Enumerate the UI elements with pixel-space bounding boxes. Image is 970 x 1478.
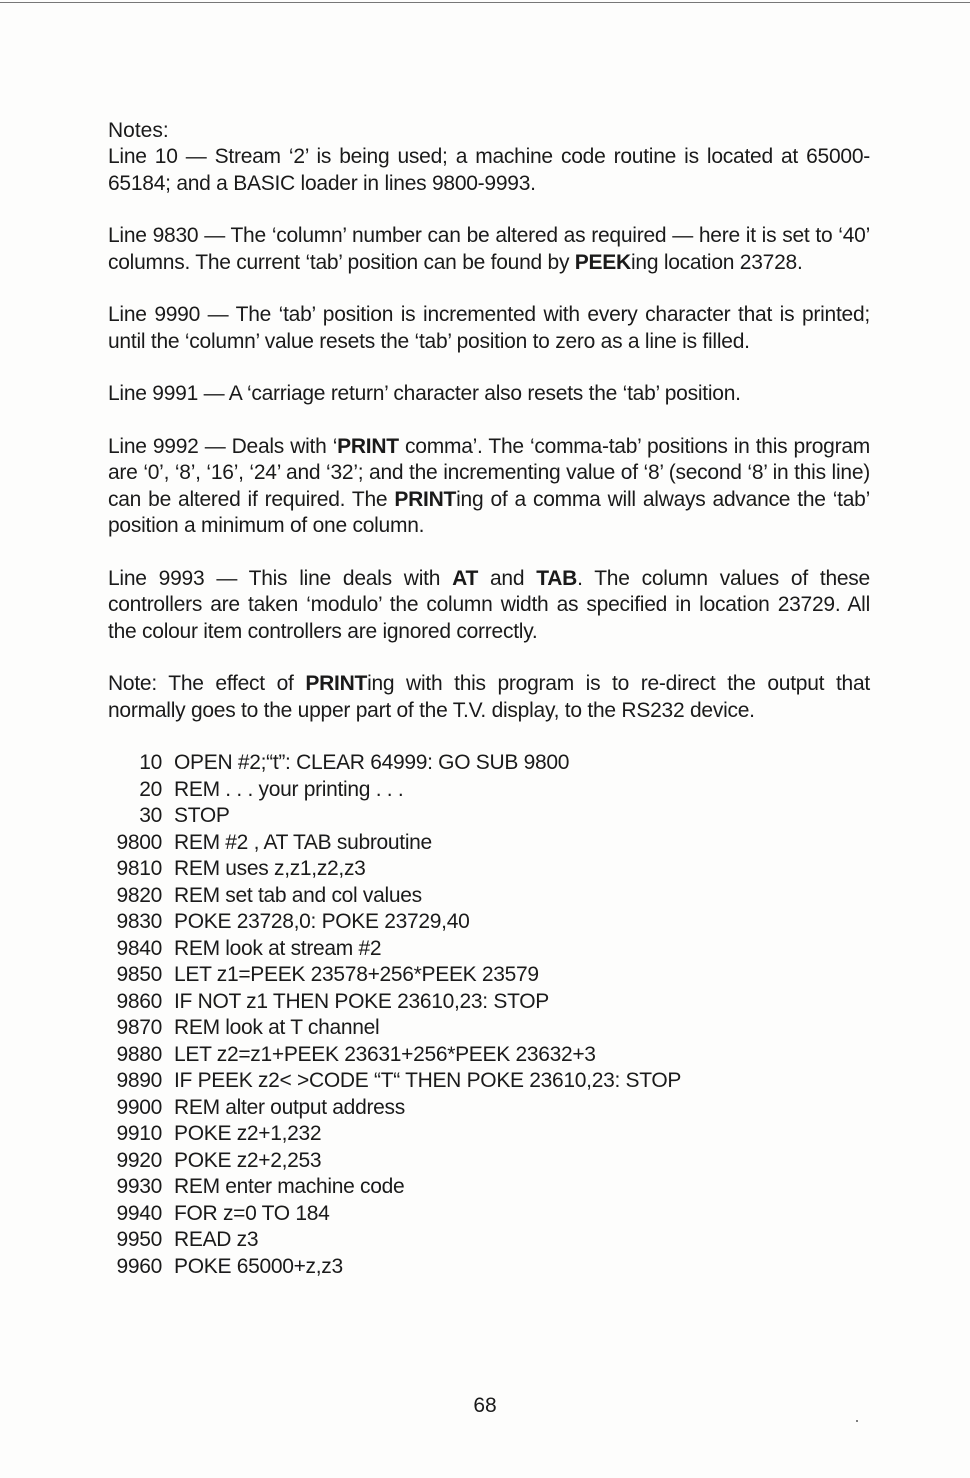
note-paragraph (108, 566, 870, 646)
line-number: 9920 (116, 1148, 162, 1172)
code-line (108, 1201, 870, 1228)
paragraph-text: Line 10 — Stream ‘2’ is being used; a machine code routine is located at 65000-65184; and a BASIC loader in lines 9800-9993. (108, 145, 870, 195)
paragraph-text: Line 9990 — The ‘tab’ position is incremented with every character that is printed; until the ‘column’ value resets the ‘tab’ position to zero as a line is filled. (108, 303, 870, 353)
line-number: 30 (139, 804, 162, 827)
paragraph-text: Line 9991 — A ‘carriage return’ character also resets the ‘tab’ position. (108, 382, 741, 405)
code-line (108, 803, 870, 830)
code-statement: READ z3 (174, 1228, 259, 1251)
code-line (108, 830, 870, 857)
paragraph-text: Note: The effect of (108, 672, 306, 695)
keyword-text: PRINT (337, 434, 399, 458)
line-number: 9810 (116, 857, 162, 880)
line-number: 9880 (116, 1042, 162, 1066)
paragraph-text: and (478, 566, 537, 590)
code-statement: LET z2=z1+PEEK 23631+256*PEEK 23632+3 (174, 1042, 596, 1066)
code-statement: OPEN #2;“t”: CLEAR 64999: GO SUB 9800 (174, 751, 570, 774)
code-line (108, 883, 870, 910)
code-line (108, 1095, 870, 1122)
line-number: 9820 (116, 883, 162, 907)
line-number: 9940 (116, 1201, 162, 1225)
code-line (108, 777, 870, 804)
keyword-text: PRINT (394, 487, 457, 511)
code-line (108, 1121, 870, 1148)
top-rule (0, 2, 970, 3)
line-number: 9830 (116, 910, 162, 933)
code-statement: REM . . . your printing . . . (174, 777, 404, 801)
code-line (108, 1174, 870, 1201)
paragraph-text: comma’. The ‘comma-tab’ positions in this program are ‘0’, ‘8’, ‘16’, ‘24’ and ‘32’; and the incrementing value of ‘8’ (second ‘8’ in this line) can be altered if required. The (108, 434, 870, 511)
line-number: 20 (139, 777, 162, 801)
keyword-text: PRINT (305, 672, 368, 695)
keyword-text: AT (452, 566, 479, 590)
line-number: 9910 (116, 1122, 162, 1145)
page-number: 68 (473, 1394, 497, 1417)
paragraph-text: ing of a comma will always advance the ‘tab’ position a minimum of one column. (108, 487, 870, 537)
line-number: 9900 (116, 1095, 162, 1119)
paragraph-text: Line 9993 — This line deals with (108, 566, 453, 590)
line-number: 9960 (116, 1254, 162, 1278)
line-number: 9950 (116, 1228, 162, 1251)
note-paragraph (108, 381, 870, 408)
code-statement: POKE z2+1,232 (174, 1122, 322, 1145)
paragraph-text: . The column values of these controllers are taken ‘modulo’ the column width as specified in location 23729. All the colour item controllers are ignored correctly. (108, 566, 870, 643)
note-paragraph (108, 144, 870, 197)
line-number: 10 (139, 751, 162, 774)
code-statement: POKE 23728,0: POKE 23729,40 (174, 910, 470, 933)
page-content (108, 118, 870, 1280)
code-line (108, 989, 870, 1016)
code-line (108, 1042, 870, 1069)
code-line (108, 750, 870, 777)
line-number: 9870 (116, 1016, 162, 1039)
code-statement: FOR z=0 TO 184 (174, 1201, 330, 1225)
code-line (108, 1254, 870, 1281)
code-statement: IF NOT z1 THEN POKE 23610,23: STOP (174, 989, 549, 1013)
code-line (108, 1068, 870, 1095)
note-paragraph (108, 223, 870, 276)
code-line (108, 1015, 870, 1042)
line-number: 9800 (116, 830, 162, 854)
line-number: 9840 (116, 936, 162, 960)
paper-speck (856, 1420, 858, 1422)
code-statement: REM enter machine code (174, 1175, 405, 1198)
code-statement: POKE z2+2,253 (174, 1148, 322, 1172)
code-line (108, 962, 870, 989)
code-line (108, 856, 870, 883)
code-line (108, 1148, 870, 1175)
keyword-text: TAB (536, 566, 578, 590)
code-statement: REM set tab and col values (174, 883, 422, 907)
code-line (108, 936, 870, 963)
paragraph-text: Line 9830 — The ‘column’ number can be altered as required — here it is set to ‘40’ columns. The current ‘tab’ position can be found by (108, 224, 870, 274)
code-statement: IF PEEK z2< >CODE “T“ THEN POKE 23610,23: STOP (174, 1069, 682, 1092)
code-line (108, 909, 870, 936)
line-number: 9850 (116, 963, 162, 986)
paragraph-text: ing with this program is to re-direct the output that normally goes to the upper part of the T.V. display, to the RS232 device. (108, 672, 870, 722)
paragraph-text: Line 9992 — Deals with ‘ (108, 434, 338, 458)
note-paragraph (108, 434, 870, 540)
code-statement: REM #2 , AT TAB subroutine (174, 830, 432, 854)
code-statement: LET z1=PEEK 23578+256*PEEK 23579 (174, 963, 539, 986)
paragraph-text: ing location 23728. (630, 250, 803, 274)
line-number: 9890 (116, 1069, 162, 1092)
code-statement: REM look at stream #2 (174, 936, 382, 960)
note-paragraph (108, 302, 870, 355)
line-number: 9860 (116, 989, 162, 1013)
note-paragraph (108, 671, 870, 724)
code-statement: REM look at T channel (174, 1016, 380, 1039)
basic-listing (108, 750, 870, 1280)
line-number: 9930 (116, 1175, 162, 1198)
code-statement: STOP (174, 804, 230, 827)
code-line (108, 1227, 870, 1254)
code-statement: POKE 65000+z,z3 (174, 1254, 343, 1278)
keyword-text: PEEK (574, 250, 631, 274)
notes-heading: Notes: (108, 119, 169, 142)
notes-paragraphs (108, 144, 870, 724)
code-statement: REM alter output address (174, 1095, 405, 1119)
code-statement: REM uses z,z1,z2,z3 (174, 857, 366, 880)
